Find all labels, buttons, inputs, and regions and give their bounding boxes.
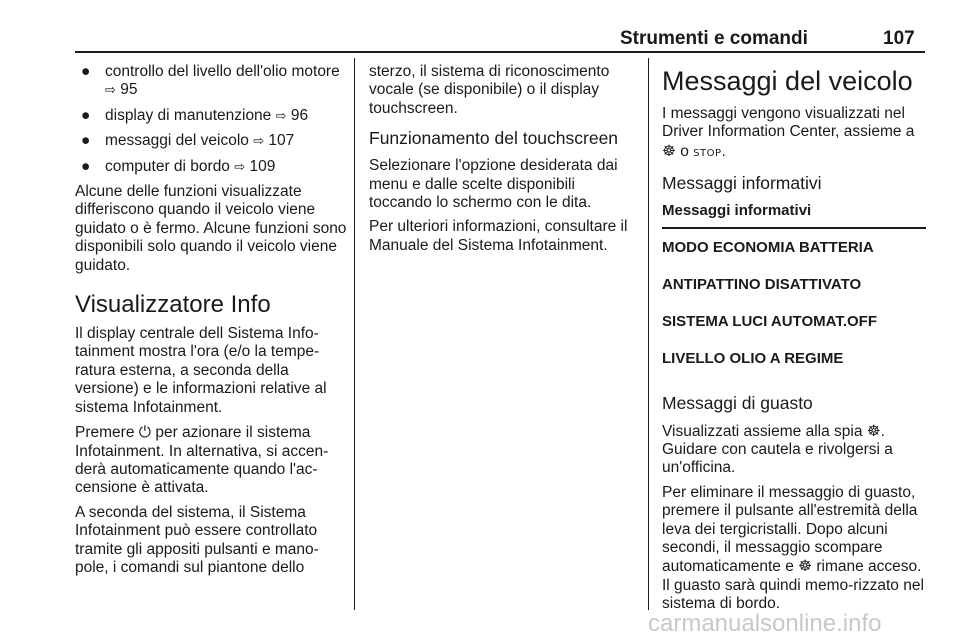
page-reference[interactable]: 107	[268, 132, 295, 150]
page-reference[interactable]: 109	[249, 157, 276, 175]
page-reference-arrow-icon[interactable]: ⇨	[234, 159, 246, 175]
section-heading: Messaggi del veicolo	[662, 66, 913, 96]
paragraph: sterzo, il sistema di riconoscimento vocale (se disponibile) o il display touchscreen.	[369, 63, 610, 117]
stop-indicator-icon: STOP	[693, 147, 722, 159]
service-vehicle-warning-icon: ☸	[662, 141, 676, 160]
paragraph: Per ulteriori informazioni, consultare il Manuale del Sistema Infotainment.	[369, 218, 628, 254]
page-reference[interactable]: 96	[290, 106, 309, 124]
page-reference-arrow-icon[interactable]: ⇨	[105, 83, 116, 99]
list-item: ● computer di bordo ⇨ 109	[81, 157, 276, 175]
table-row: ANTIPATTINO DISATTIVATO	[662, 275, 862, 293]
column-2	[369, 63, 637, 261]
bullet-icon: ●	[81, 132, 91, 150]
table-header: Messaggi informativi	[662, 202, 926, 228]
list-item: ● controllo del livello dell'olio motore ⇨ 95	[81, 63, 340, 99]
column-3	[662, 63, 926, 620]
bullet-list	[75, 63, 347, 177]
paragraph: I messaggi vengono visualizzati nel Driver Information Center, assieme a ☸ o STOP.	[662, 105, 915, 160]
page-reference[interactable]: 95	[120, 81, 138, 99]
list-item: ● display di manutenzione ⇨ 96	[81, 106, 309, 124]
paragraph: Visualizzati assieme alla spia ☸. Guidare con cautela e rivolgersi a un'officina.	[662, 421, 893, 477]
bullet-icon: ●	[81, 63, 91, 80]
section-heading: Funzionamento del touchscreen	[369, 128, 619, 149]
service-vehicle-warning-icon: ☸	[798, 557, 813, 576]
paragraph: Il display centrale dell Sistema Info-tainment mostra l'ora (e/o la tempe-ratura esterna, a seconda della versione) e le informazioni relative al sistema Infotainment.	[75, 325, 327, 416]
page-number: 107	[883, 28, 915, 49]
paragraph: Per eliminare il messaggio di guasto, premere il pulsante all'estremità della leva dei tergicristalli. Dopo alcuni secondi, il messaggio scompare automaticamente e ☸ rimane acceso. Il guasto sarà quindi memo-rizzato nel sistema di bordo.	[662, 483, 924, 613]
subsection-heading: Messaggi di guasto	[662, 392, 813, 413]
header-rule	[75, 51, 925, 53]
section-heading: Visualizzatore Info	[75, 291, 271, 319]
column-1	[75, 63, 347, 583]
page-header-title: Strumenti e comandi	[620, 28, 808, 49]
bullet-icon: ●	[81, 157, 91, 175]
service-vehicle-warning-icon: ☸	[866, 421, 881, 440]
column-separator-2	[648, 58, 649, 610]
power-button-icon: ⏻	[138, 423, 152, 442]
page-reference-arrow-icon[interactable]: ⇨	[253, 134, 265, 150]
table-row: SISTEMA LUCI AUTOMAT.OFF	[662, 312, 877, 330]
column-separator-1	[354, 58, 355, 610]
paragraph: A seconda del sistema, il Sistema Infotainment può essere controllato tramite gli appositi pulsanti e mano-pole, i comandi sul piantone dello	[75, 503, 319, 576]
paragraph: Alcune delle funzioni visualizzate differiscono quando il veicolo viene guidato o è fermo. Alcune funzioni sono disponibili solo quando il veicolo viene guidato.	[75, 183, 347, 274]
subsection-heading: Messaggi informativi	[662, 173, 822, 194]
table-row: MODO ECONOMIA BATTERIA	[662, 238, 874, 256]
paragraph: Selezionare l'opzione desiderata dai menu e dalle scelte disponibili toccando lo schermo con le dita.	[369, 157, 618, 212]
table-row: LIVELLO OLIO A REGIME	[662, 349, 844, 367]
bullet-icon: ●	[81, 106, 91, 124]
page-reference-arrow-icon[interactable]: ⇨	[275, 108, 287, 124]
watermark: carmanualsonline.info	[648, 610, 882, 637]
paragraph: Premere ⏻ per azionare il sistema Infotainment. In alternativa, si accen-derà automaticamente quando l'ac-censione è attivata.	[75, 423, 329, 497]
list-item: ● messaggi del veicolo ⇨ 107	[81, 132, 295, 150]
